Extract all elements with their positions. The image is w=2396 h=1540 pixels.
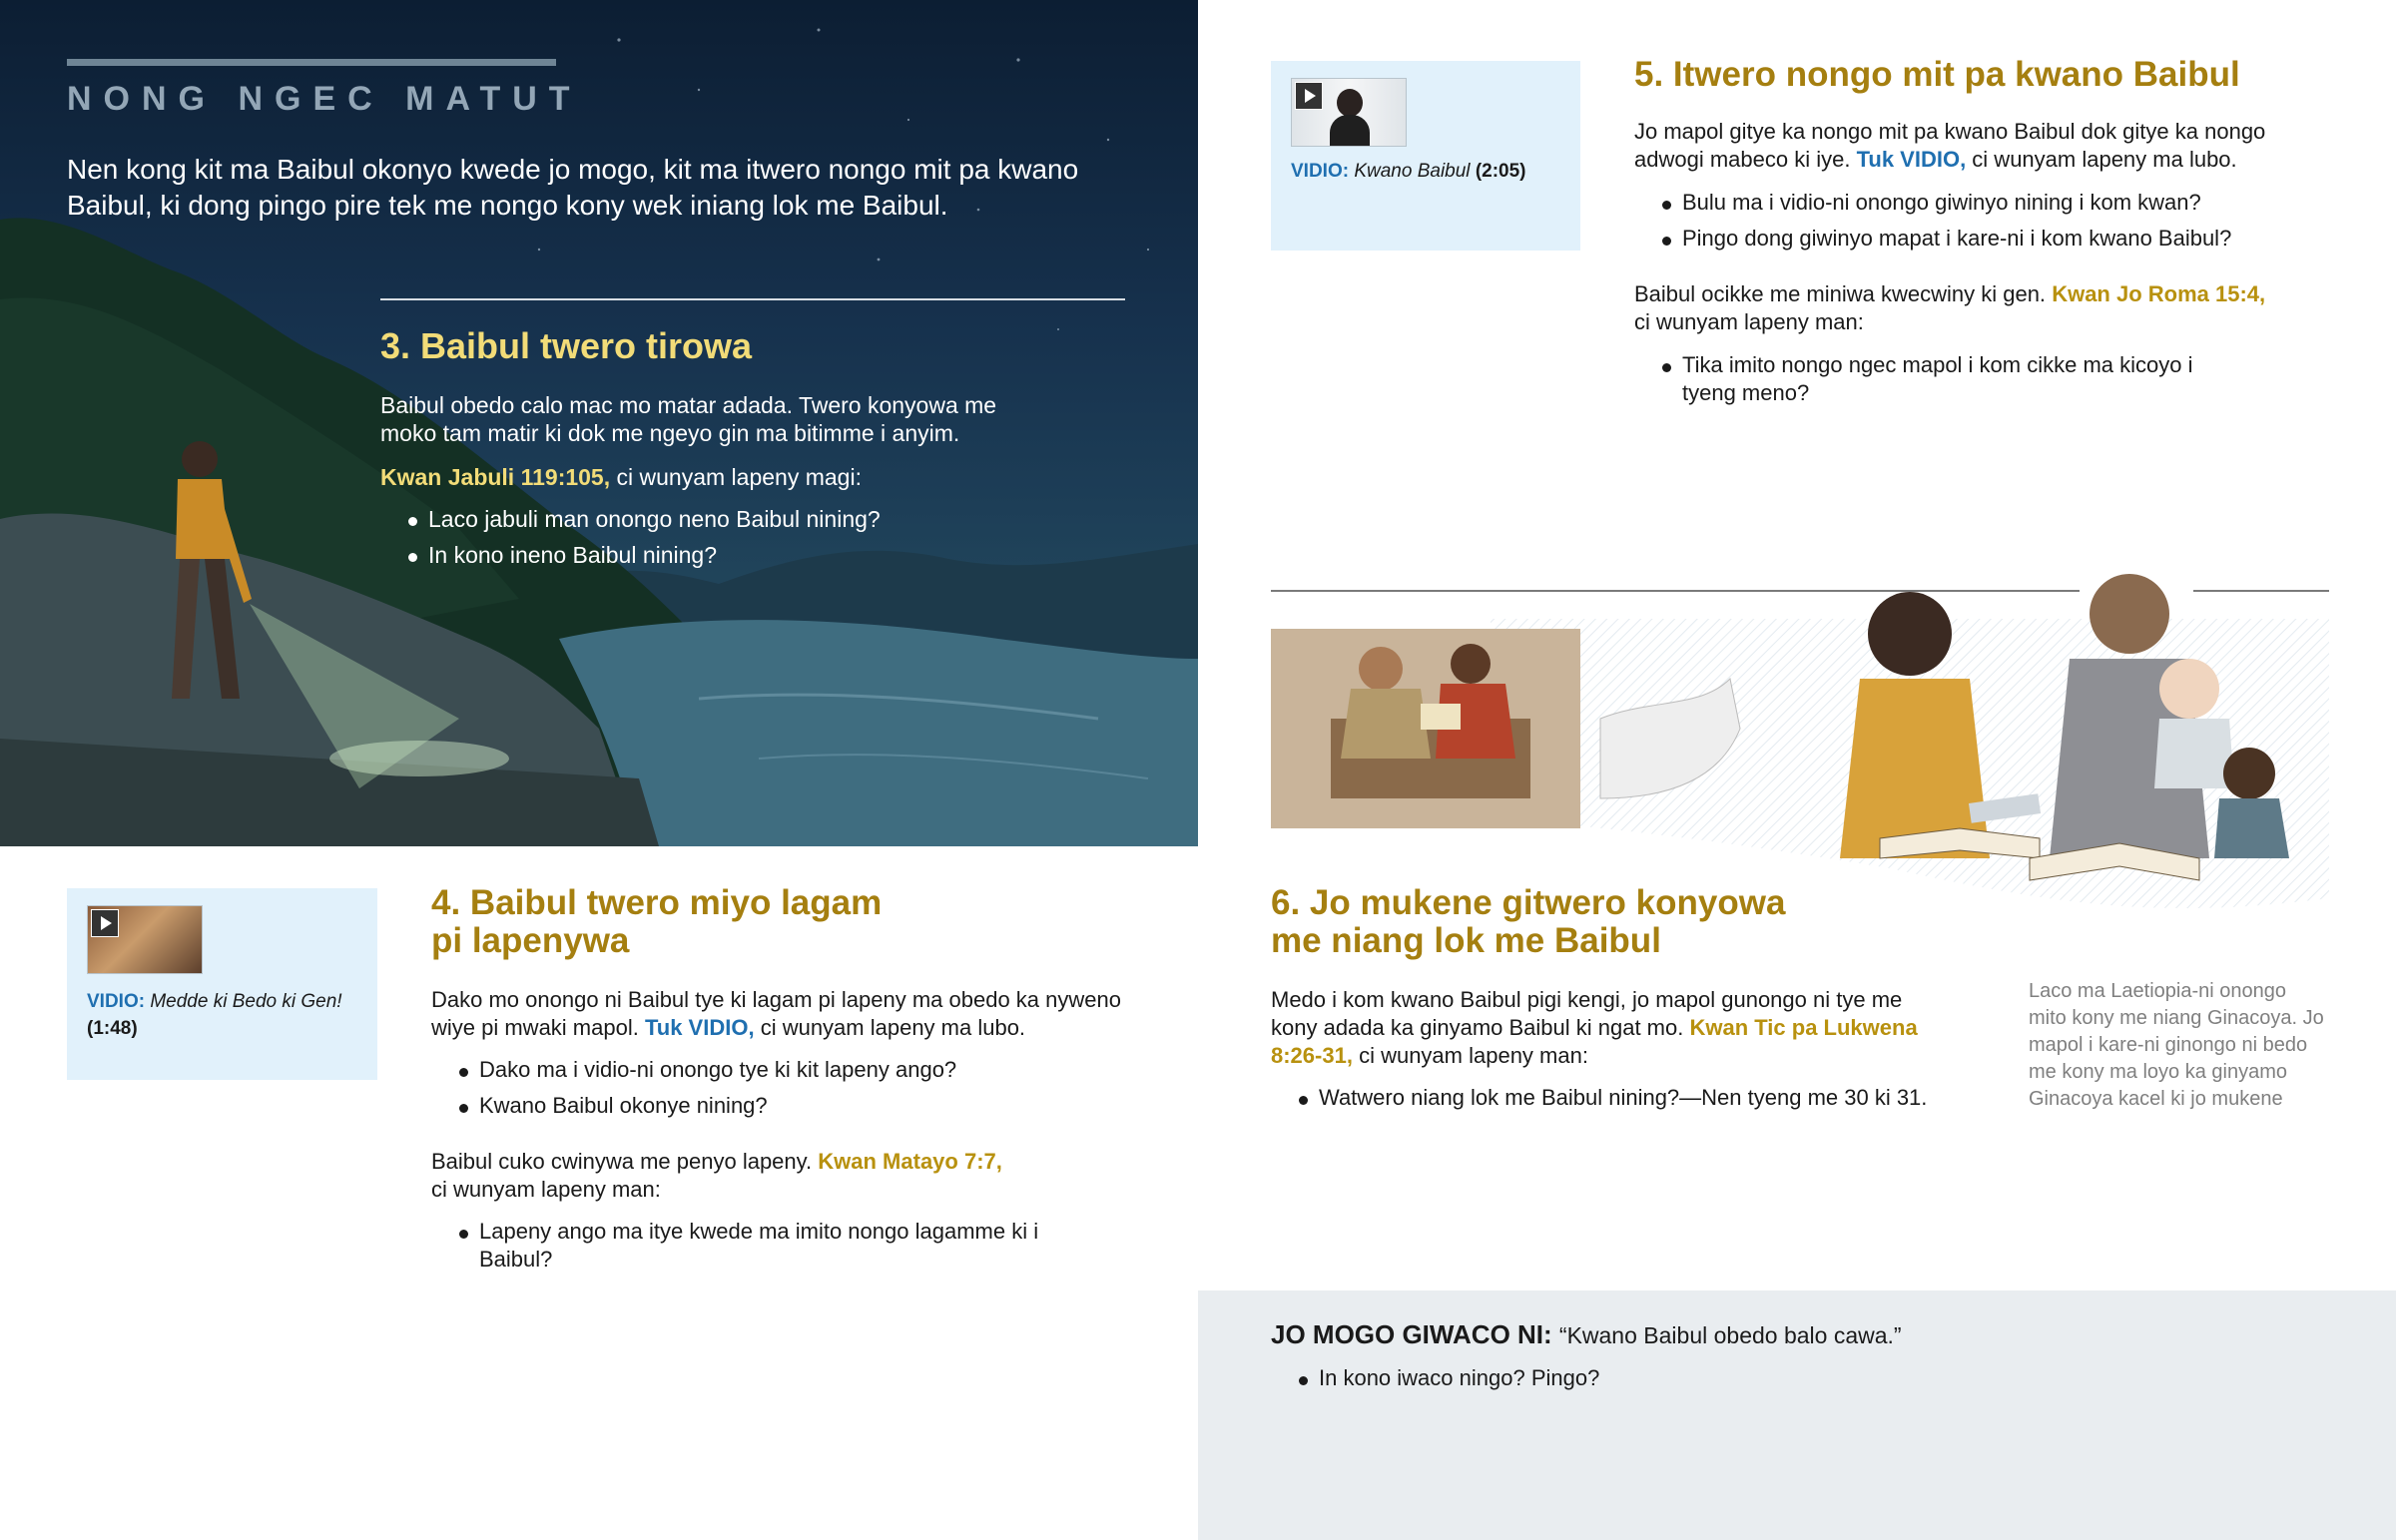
section4-video-label[interactable] [87,988,366,1042]
section5-paragraph2-block [1634,280,2353,336]
illustration-caption: Laco ma Laetiopia-ni onongo mito kony me niang Ginacoya. Jo mapol i kare-ni ginongo ni bedo me kony ma loyo ka ginyamo Ginacoya kacel ki jo mukene [2029,980,2324,1110]
section4-question2: Lapeny ango ma itye kwede ma imito nongo lagamme ki i Baibul? [431,1218,1050,1274]
section4-heading [431,884,882,960]
section5-paragraph2: Baibul ocikke me miniwa kwecwiny ki gen. [1634,281,2047,306]
section6-heading-line2: me niang lok me Baibul [1271,921,1661,960]
section4-ref-link[interactable]: Kwan Matayo 7:7, [818,1149,1002,1174]
bible-study-drawing [1271,559,2329,938]
section3-ref-link[interactable]: Kwan Jabuli 119:105, [380,464,611,490]
presenter-head [1337,89,1363,117]
play-icon[interactable] [1295,82,1323,110]
section3-question: Laco jabuli man onongo neno Baibul nining? [380,505,1099,533]
section6-illustration [1271,559,2329,938]
section3-ref-after: ci wunyam lapeny magi: [610,464,862,490]
objection-label: JO MOGO GIWACO NI: [1271,1319,1552,1349]
section4-video-box[interactable] [67,888,377,1080]
objection-quote: “Kwano Baibul obedo balo cawa.” [1558,1322,1902,1348]
section5-question2: Tika imito nongo ngec mapol i kom cikke ma kicoyo i tyeng meno? [1634,351,2243,407]
video-label-tag: VIDIO: [87,991,146,1012]
section4-heading-line1: 4. Baibul twero miyo lagam [431,883,883,922]
section4-heading-line2: pi lapenywa [431,921,630,960]
section3-rule [380,298,1125,300]
section4-paragraph: Dako mo onongo ni Baibul tye ki lagam pi lapeny ma obedo ka nyweno wiye pi mwaki mapol. [431,987,1121,1040]
section4-ref-after: ci wunyam lapeny man: [431,1177,661,1202]
section6-question-list [1271,1084,1970,1112]
section5-ref-after: ci wunyam lapeny man: [1634,309,1864,334]
eyebrow-rule [67,59,556,66]
section5-paragraph: Jo mapol gitye ka nongo mit pa kwano Baibul dok gitye ka nongo adwogi mabeco ki iye. [1634,119,2266,172]
section5-question: Bulu ma i vidio-ni onongo giwinyo nining i kom kwan? [1634,189,2353,217]
section6-ref-link[interactable]: Kwan Tic pa Lukwena 8:26-31, [1271,1015,1918,1068]
section4-question: Kwano Baibul okonye nining? [431,1092,1130,1120]
section5-video-label[interactable] [1291,158,1570,185]
section4-question-list [431,1056,1130,1120]
section-eyebrow: NONG NGEC MATUT [67,80,582,118]
section6-heading [1271,884,1785,960]
section3-question-list [380,505,1099,569]
video-title: Kwano Baibul [1354,161,1471,182]
section5-question-list [1634,189,2353,253]
section5-video-after: ci wunyam lapeny ma lubo. [1966,147,2237,172]
section5-ref-link[interactable]: Kwan Jo Roma 15:4, [2052,281,2266,306]
section5-video-box[interactable] [1271,61,1580,251]
video-thumbnail[interactable] [1291,78,1407,147]
objection-line [1271,1319,1902,1350]
section6-paragraph-block [1271,986,1950,1070]
section5-question2-list [1634,351,2243,407]
section6-paragraph: Medo i kom kwano Baibul pigi kengi, jo mapol gunongo ni tye me kony adada ka ginyamo Baibul ki ngat mo. [1271,987,1903,1040]
section5-heading: 5. Itwero nongo mit pa kwano Baibul [1634,55,2240,94]
section3-heading: 3. Baibul twero tirowa [380,325,753,366]
video-label-tag: VIDIO: [1291,161,1350,182]
objection-question: In kono iwaco ningo? Pingo? [1271,1364,1970,1392]
intro-paragraph: Nen kong kit ma Baibul okonyo kwede jo mogo, kit ma itwero nongo mit pa kwano Baibul, ki dong pingo pire tek me nongo kony wek iniang lok me Baibul. [67,154,1079,221]
section5-question: Pingo dong giwinyo mapat i kare-ni i kom kwano Baibul? [1634,225,2353,253]
section6-question: Watwero niang lok me Baibul nining?—Nen tyeng me 30 ki 31. [1271,1084,1970,1112]
video-thumbnail[interactable] [87,905,203,974]
objection-question-list [1271,1364,1970,1392]
presenter-body [1330,115,1370,147]
section6-ref-after: ci wunyam lapeny man: [1352,1043,1588,1068]
section4-paragraph-block [431,986,1130,1042]
section4-video-link[interactable]: Tuk VIDIO, [644,1015,755,1040]
play-icon[interactable] [91,909,119,937]
section3-paragraph: Baibul obedo calo mac mo matar adada. Twero konyowa me moko tam matir ki dok me ngeyo gin ma bitimme i anyim. [380,392,997,446]
section3-question: In kono ineno Baibul nining? [380,541,1099,569]
section5-video-link[interactable]: Tuk VIDIO, [1856,147,1967,172]
video-duration: (2:05) [1475,161,1526,182]
section4-paragraph2-block [431,1148,1130,1204]
section3-ref-line [380,463,862,491]
video-title: Medde ki Bedo ki Gen! [150,991,342,1012]
section6-heading-line1: 6. Jo mukene gitwero konyowa [1271,883,1786,922]
section4-question2-list [431,1218,1050,1274]
section4-video-after: ci wunyam lapeny ma lubo. [754,1015,1026,1040]
video-duration: (1:48) [87,1018,138,1039]
section4-paragraph2: Baibul cuko cwinywa me penyo lapeny. [431,1149,813,1174]
section5-paragraph-block [1634,118,2333,174]
section4-question: Dako ma i vidio-ni onongo tye ki kit lapeny ango? [431,1056,1130,1084]
